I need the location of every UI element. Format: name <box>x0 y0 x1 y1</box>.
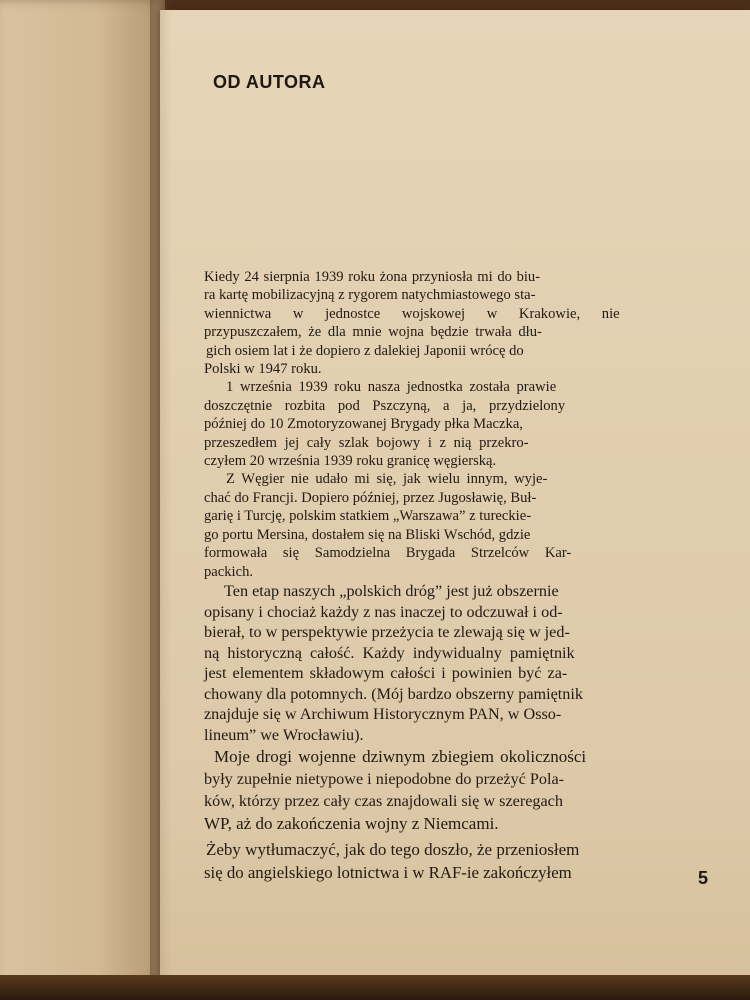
table-edge <box>0 975 750 1000</box>
text-line: garię i Turcję, polskim statkiem „Warszawa” z tureckie- <box>204 508 532 525</box>
text-line: opisany i chociaż każdy z nas inaczej to odczuwał i od- <box>204 602 563 621</box>
text-line: czyłem 20 września 1939 roku granicę węgierską. <box>204 453 497 470</box>
page-number: 5 <box>698 868 709 888</box>
paragraph-6 <box>204 839 704 884</box>
text-line: się do angielskiego lotnictwa i w RAF-ie zakończyłem <box>204 862 572 882</box>
text-line: gich osiem lat i że dopiero z dalekiej Japonii wrócę do <box>206 342 524 359</box>
text-line: były zupełnie nietypowe i niepodobne do przeżyć Pola- <box>204 770 565 789</box>
text-line: ków, którzy przez cały czas znajdowali się w szeregach <box>204 792 563 811</box>
text-line: bierał, to w perspektywie przeżycia te zlewają się w jed- <box>204 623 570 642</box>
text-line: WP, aż do zakończenia wojny z Niemcami. <box>204 813 499 833</box>
paragraph-4 <box>204 581 704 746</box>
text-line: formowała się Samodzielna Brygada Strzelców Kar- <box>204 545 572 562</box>
text-line: chać do Francji. Dopiero później, przez Jugosławię, Buł- <box>204 489 537 506</box>
text-line: znajduje się w Archiwum Historycznym PAN, w Osso- <box>204 705 562 724</box>
paragraph-5 <box>204 746 704 836</box>
text-line: jest elementem składowym całości i powinien być za- <box>204 664 568 683</box>
text-line: Kiedy 24 sierpnia 1939 roku żona przyniosła mi do biu- <box>204 269 541 285</box>
text-line: lineum” we Wrocławiu). <box>204 726 364 745</box>
text-line: chowany dla potomnych. (Mój bardzo obszerny pamiętnik <box>204 684 583 703</box>
text-line: przypuszczałem, że dla mnie wojna będzie trwała dłu- <box>204 324 542 341</box>
text-line: Żeby wytłumaczyć, jak do tego doszło, że przeniosłem <box>206 840 580 860</box>
text-line: Moje drogi wojenne dziwnym zbiegiem okoliczności <box>214 746 587 766</box>
text-line: doszczętnie rozbita pod Pszczyną, a ja, przydzielony <box>204 397 566 414</box>
chapter-heading: OD AUTORA <box>213 72 326 92</box>
text-line: ra kartę mobilizacyjną z rygorem natychmiastowego sta- <box>204 287 536 304</box>
text-line: 1 września 1939 roku nasza jednostka została prawie <box>226 379 557 396</box>
body-text <box>204 268 704 884</box>
text-line: Polski w 1947 roku. <box>204 361 322 378</box>
text-line: Z Węgier nie udało mi się, jak wielu innym, wyje- <box>226 471 548 488</box>
text-line: packich. <box>204 563 254 580</box>
text-line: go portu Mersina, dostałem się na Bliski Wschód, gdzie <box>204 526 531 543</box>
paragraph-3 <box>204 470 704 580</box>
left-page <box>0 0 165 985</box>
paragraph-2 <box>204 378 704 470</box>
book-gutter <box>150 0 172 985</box>
paragraph-1 <box>204 268 704 378</box>
text-line: Ten etap naszych „polskich dróg” jest już obszernie <box>224 581 559 600</box>
text-line: wiennictwa w jednostce wojskowej w Krakowie, nie <box>204 305 620 322</box>
text-line: później do 10 Zmotoryzowanej Brygady płka Maczka, <box>204 416 523 433</box>
text-line: ną historyczną całość. Każdy indywidualny pamiętnik <box>204 643 575 662</box>
text-line: przeszedłem jej cały szlak bojowy i z nią przekro- <box>204 434 529 451</box>
